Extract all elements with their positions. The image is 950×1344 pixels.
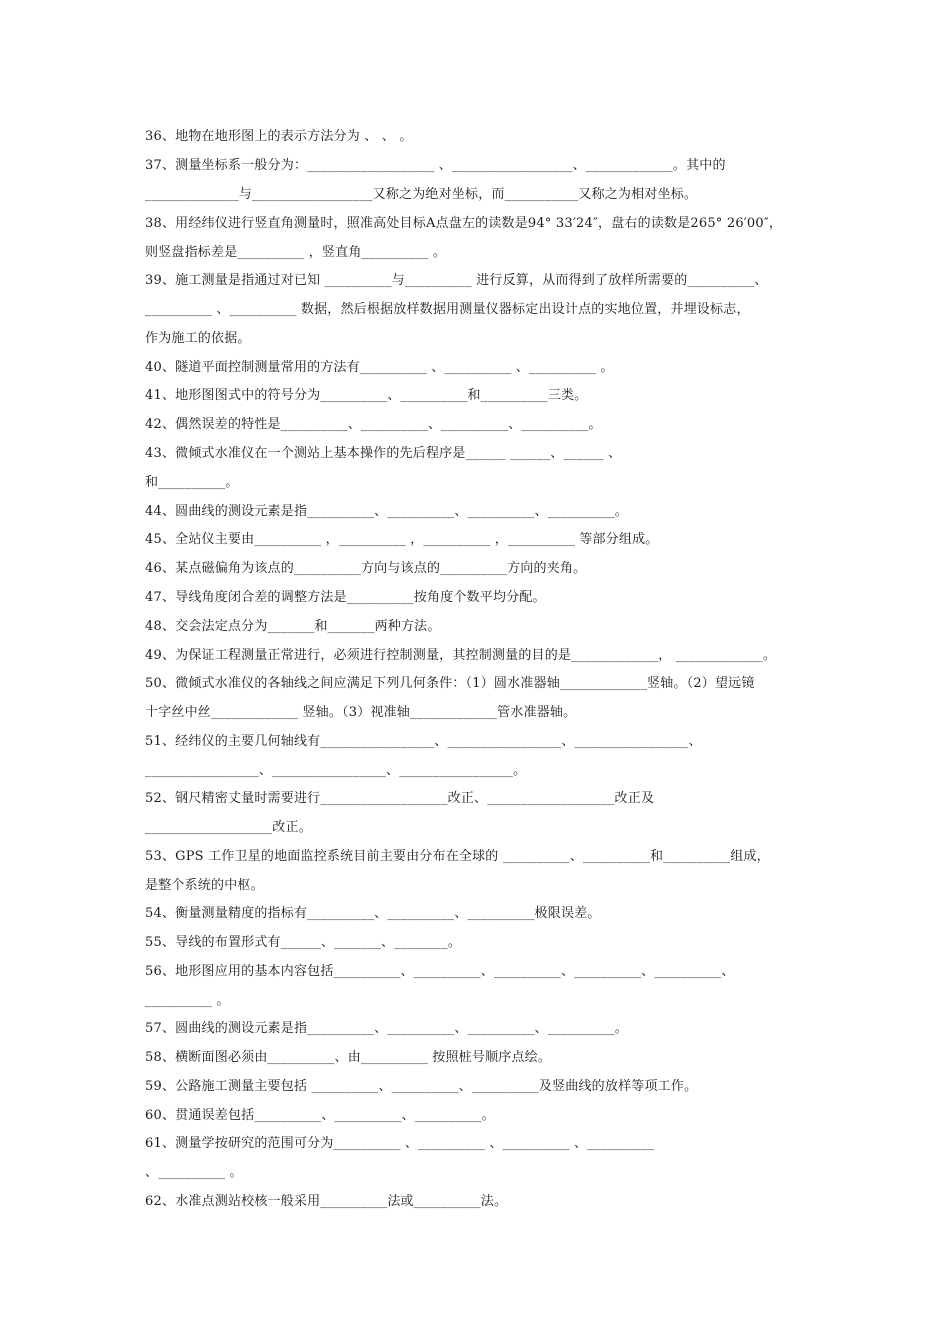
q58-line: 58、横断面图必须由__________、由__________ 按照桩号顺序点绘。 <box>145 1050 552 1065</box>
q50-line-2: 十字丝中丝_____________ 竖轴。（3）视准轴_____________管水准器轴。 <box>145 705 577 720</box>
q57-line: 57、圆曲线的测设元素是指__________、__________、__________、__________。 <box>145 1021 628 1036</box>
q50-line-1: 50、微倾式水准仪的各轴线之间应满足下列几何条件：（1）圆水准器轴_____________竖轴。（2）望远镜 <box>145 676 755 691</box>
q51-line-2: _________________、_________________、_________________。 <box>145 763 527 778</box>
q61-line-1: 61、测量学按研究的范围可分为__________ 、__________ 、__________ 、__________ <box>145 1136 655 1151</box>
q56-line-2: __________ 。 <box>145 993 230 1008</box>
q43-line-1: 43、微倾式水准仪在一个测站上基本操作的先后程序是______ ______、______ 、 <box>145 446 622 461</box>
q37-line-2: ______________与__________________又称之为绝对坐标，而___________又称之为相对坐标。 <box>145 187 698 202</box>
q53-line-1: 53、GPS 工作卫星的地面监控系统目前主要由分布在全球的 __________、__________和__________组成， <box>145 849 770 864</box>
q39-line-2: __________ 、__________ 数据，然后根据放样数据用测量仪器标定出设计点的实地位置，并埋设标志， <box>145 302 750 317</box>
q37-line-1: 37、测量坐标系一般分为：___________________ 、__________________、_____________。其中的 <box>145 158 726 173</box>
q40-line: 40、隧道平面控制测量常用的方法有__________ 、__________ 、__________ 。 <box>145 360 614 375</box>
q41-line: 41、地形图图式中的符号分为__________、__________和__________三类。 <box>145 388 588 403</box>
q39-line-1: 39、施工测量是指通过对已知 __________与__________ 进行反算，从而得到了放样所需要的__________、 <box>145 273 768 288</box>
q60-line: 60、贯通误差包括__________、__________、__________。 <box>145 1108 495 1123</box>
q42-line: 42、偶然误差的特性是__________、__________、__________、__________。 <box>145 417 602 432</box>
q55-line: 55、导线的布置形式有______、_______、________。 <box>145 935 462 950</box>
q45-line: 45、全站仪主要由__________ ，__________ ，__________ ，__________ 等部分组成。 <box>145 532 659 547</box>
q61-line-2: 、__________ 。 <box>145 1165 243 1180</box>
q56-line-1: 56、地形图应用的基本内容包括__________、__________、__________、__________、__________、 <box>145 964 735 979</box>
q52-line-1: 52、钢尺精密丈量时需要进行___________________改正、___________________改正及 <box>145 791 655 806</box>
q44-line: 44、圆曲线的测设元素是指__________、__________、__________、__________。 <box>145 504 628 519</box>
q46-line: 46、某点磁偏角为该点的__________方向与该点的__________方向的夹角。 <box>145 561 587 576</box>
q51-line-1: 51、经纬仪的主要几何轴线有_________________、_________________、_________________、 <box>145 734 702 749</box>
q47-line: 47、导线角度闭合差的调整方法是__________按角度个数平均分配。 <box>145 590 546 605</box>
q59-line: 59、公路施工测量主要包括 __________、__________、__________及竖曲线的放样等项工作。 <box>145 1079 698 1094</box>
q36-line: 36、地物在地形图上的表示方法分为 、 、 。 <box>145 129 413 144</box>
q38-line-1: 38、用经纬仪进行竖直角测量时，照准高处目标A点盘左的读数是94° 33′24″，盘右的读数是265° 26′00″， <box>145 216 783 231</box>
q54-line: 54、衡量测量精度的指标有__________、__________、__________极限误差。 <box>145 906 601 921</box>
q39-line-3: 作为施工的依据。 <box>145 331 251 346</box>
q49-line: 49、为保证工程测量正常进行，必须进行控制测量，其控制测量的目的是_____________， _____________。 <box>145 648 777 663</box>
q62-line: 62、水准点测站校核一般采用__________法或__________法。 <box>145 1194 508 1209</box>
q53-line-2: 是整个系统的中枢。 <box>145 878 264 893</box>
q38-line-2: 则竖盘指标差是__________ ，竖直角__________ 。 <box>145 245 447 260</box>
q48-line: 48、交会法定点分为_______和_______两种方法。 <box>145 619 441 634</box>
q52-line-2: ___________________改正。 <box>145 820 312 835</box>
q43-line-2: 和__________。 <box>145 475 239 490</box>
